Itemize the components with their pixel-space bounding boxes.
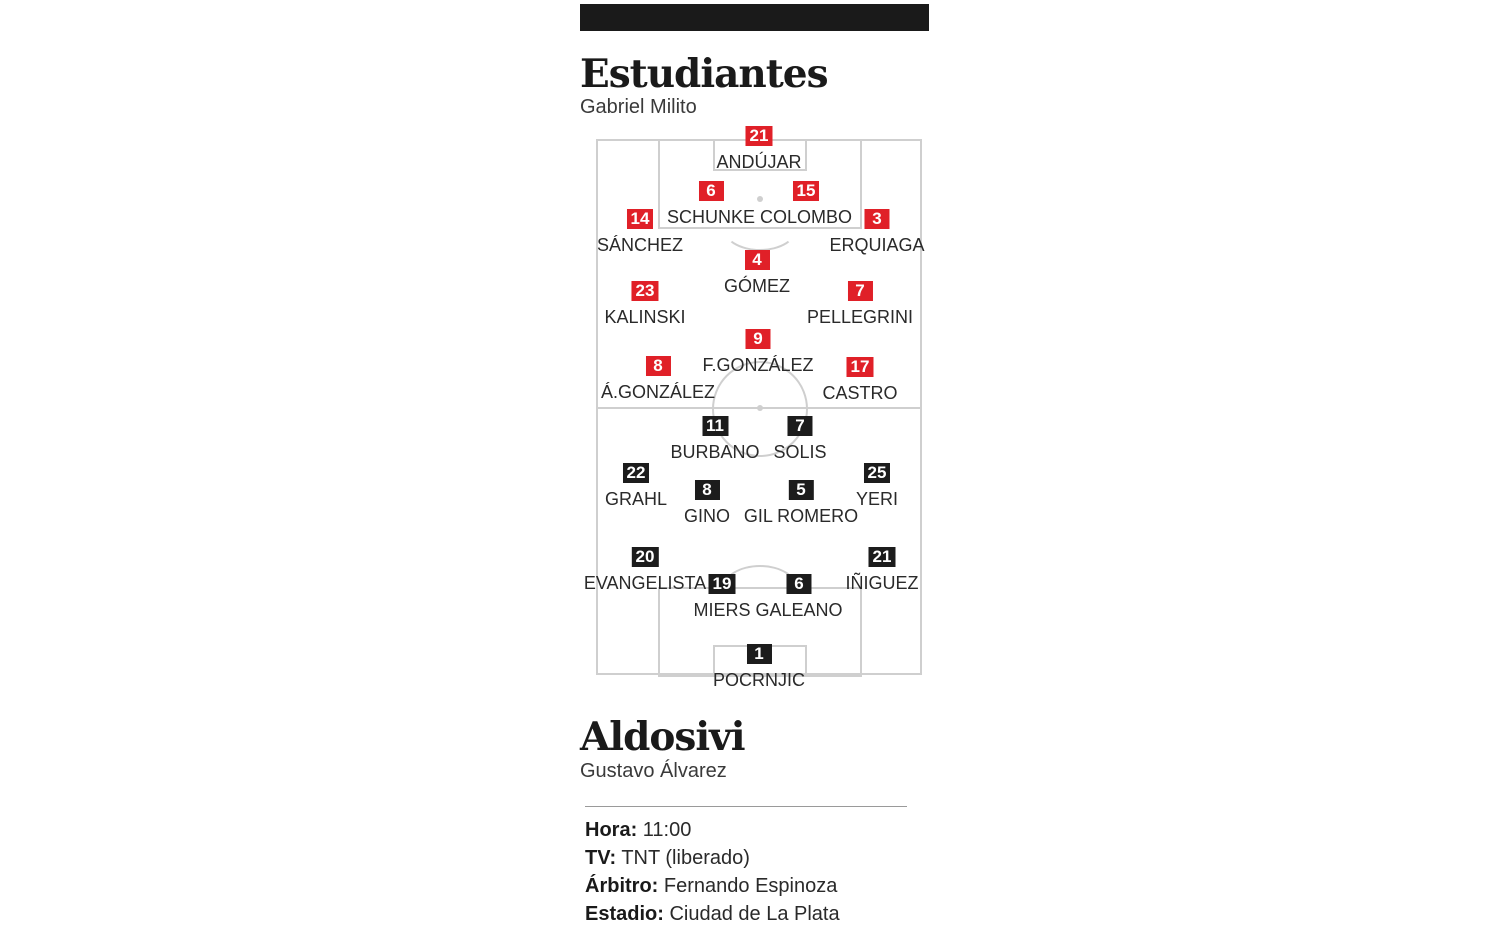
player-number: 7	[847, 281, 872, 301]
player-number: 25	[864, 463, 891, 483]
player-name: EVANGELISTA	[583, 573, 707, 593]
player-number: 17	[847, 357, 874, 377]
away-player	[684, 480, 730, 525]
player-number: 15	[793, 181, 820, 201]
info-divider	[585, 806, 907, 807]
away-player	[856, 463, 898, 508]
home-player	[724, 250, 790, 295]
home-player	[604, 281, 685, 326]
away-player	[744, 480, 858, 525]
player-name: SÁNCHEZ	[596, 235, 684, 255]
home-player	[822, 357, 897, 402]
player-name: MIERS	[693, 600, 751, 620]
home-player	[716, 126, 801, 171]
player-number: 4	[745, 250, 770, 270]
player-number: 22	[623, 463, 650, 483]
player-name: ANDÚJAR	[716, 152, 802, 172]
info-label: TV:	[585, 847, 617, 869]
away-player	[605, 463, 667, 508]
player-number: 21	[869, 547, 896, 567]
player-number: 21	[746, 126, 773, 146]
info-arbitro	[585, 876, 837, 896]
info-estadio	[585, 904, 840, 924]
info-label: Estadio:	[585, 903, 664, 925]
away-player	[693, 574, 750, 619]
player-name: GINO	[683, 506, 731, 526]
player-number: 8	[646, 356, 671, 376]
info-value: TNT (liberado)	[621, 847, 750, 869]
player-name: KALINSKI	[604, 307, 686, 327]
player-name: SOLIS	[773, 442, 827, 462]
player-number: 3	[865, 209, 890, 229]
away-player	[670, 416, 759, 461]
home-player	[807, 281, 913, 326]
home-team-name: Estudiantes	[580, 51, 828, 97]
player-number: 6	[787, 574, 812, 594]
player-name: ERQUIAGA	[829, 235, 925, 255]
player-number: 5	[788, 480, 813, 500]
info-value: Fernando Espinoza	[663, 875, 838, 897]
player-name: IÑIGUEZ	[845, 573, 919, 593]
away-player	[773, 416, 826, 461]
header-bar	[580, 4, 929, 31]
player-number: 8	[694, 480, 719, 500]
player-name: CASTRO	[822, 383, 898, 403]
home-player	[601, 356, 715, 401]
player-number: 20	[632, 547, 659, 567]
player-name: GALEANO	[755, 600, 843, 620]
player-name: PELLEGRINI	[806, 307, 914, 327]
player-number: 7	[788, 416, 813, 436]
away-player	[713, 644, 805, 689]
player-name: BURBANO	[670, 442, 760, 462]
player-name: GIL ROMERO	[743, 506, 859, 526]
info-value: Ciudad de La Plata	[669, 903, 840, 925]
away-coach: Gustavo Álvarez	[580, 760, 727, 782]
away-player	[845, 547, 918, 592]
home-player	[829, 209, 924, 254]
away-team-name: Aldosivi	[580, 714, 745, 760]
player-number: 19	[709, 574, 736, 594]
player-name: SCHUNKE	[666, 207, 756, 227]
info-hora	[585, 820, 691, 840]
player-number: 23	[632, 281, 659, 301]
player-number: 9	[745, 329, 770, 349]
home-player	[597, 209, 683, 254]
player-name: F.GONZÁLEZ	[702, 355, 814, 375]
info-tv	[585, 848, 750, 868]
info-value: 11:00	[642, 819, 692, 841]
info-label: Árbitro:	[585, 875, 659, 897]
player-name: POCRNJIC	[712, 670, 806, 690]
player-name: COLOMBO	[759, 207, 853, 227]
home-player	[702, 329, 813, 374]
player-name: GRAHL	[604, 489, 668, 509]
player-number: 1	[746, 644, 771, 664]
away-player	[584, 547, 706, 592]
player-name: GÓMEZ	[724, 276, 790, 296]
player-number: 14	[627, 209, 654, 229]
home-coach: Gabriel Milito	[580, 96, 697, 118]
player-name: YERI	[855, 489, 899, 509]
info-label: Hora:	[585, 819, 638, 841]
player-number: 6	[698, 181, 723, 201]
player-name: Á.GONZÁLEZ	[600, 382, 716, 402]
away-player	[755, 574, 842, 619]
center-spot	[757, 405, 763, 411]
player-number: 11	[702, 416, 728, 436]
